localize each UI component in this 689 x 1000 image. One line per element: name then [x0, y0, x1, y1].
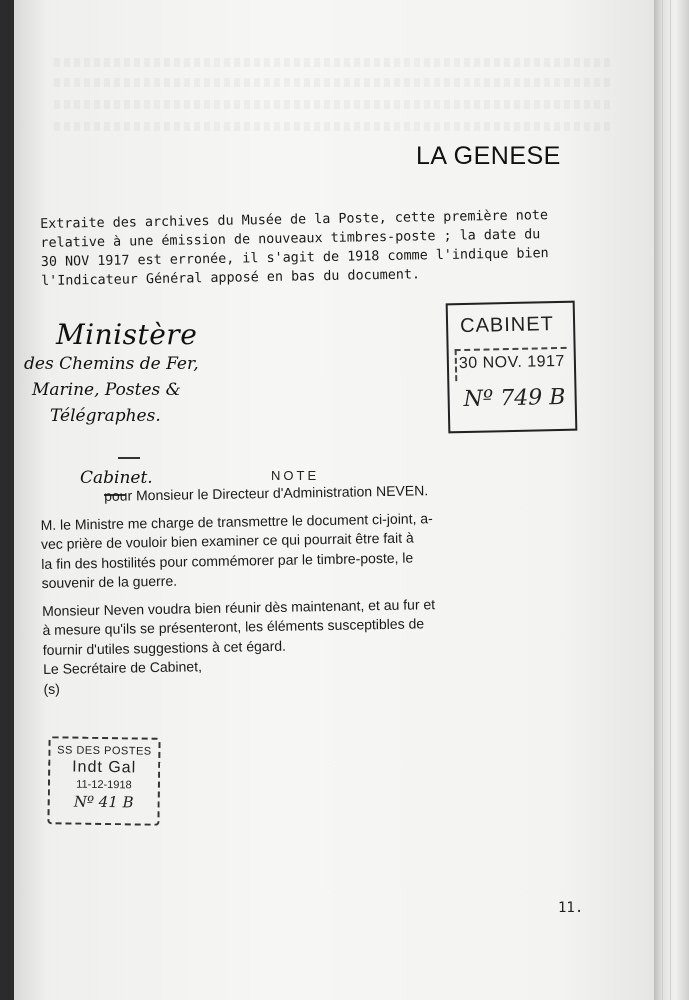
- bleed-through-text: [54, 58, 614, 67]
- letterhead-line: Télégraphes.: [50, 406, 161, 426]
- note-heading: NOTE: [271, 468, 320, 483]
- page-edge-line: [670, 0, 671, 1000]
- body-line: la fin des hostilités pour commémorer par le timbre-poste, le: [41, 548, 414, 572]
- bleed-through-text: [54, 78, 614, 87]
- signature-line: Le Secrétaire de Cabinet,: [43, 658, 203, 677]
- stamp-date: 11-12-1918: [76, 778, 132, 792]
- bleed-through-text: [54, 100, 614, 109]
- bleed-through-text: [54, 122, 614, 131]
- body-line: M. le Ministre me charge de transmettre le document ci-joint, a-: [40, 509, 433, 533]
- intro-paragraph: [40, 205, 601, 291]
- letterhead-ministere: Ministère: [56, 318, 198, 351]
- body-line: vec prière de vouloir bien examiner ce qui pourrait être fait à: [40, 529, 414, 552]
- divider: [118, 457, 140, 459]
- indicateur-stamp: [47, 736, 160, 826]
- addressee-line: pour Monsieur le Directeur d'Administration NEVEN.: [104, 482, 429, 504]
- cabinet-stamp: [446, 301, 578, 434]
- stamp-date: 30 NOV. 1917: [458, 352, 566, 373]
- intro-line: relative à une émission de nouveaux timbres-poste ; la date du: [40, 227, 541, 251]
- letterhead: [22, 318, 199, 429]
- letterhead-line: des Chemins de Fer,: [24, 354, 199, 374]
- page-title: LA GENESE: [416, 142, 561, 170]
- stamp-line: Indt Gal: [72, 758, 137, 777]
- letterhead-line: Marine, Postes &: [32, 380, 181, 400]
- body-line: Monsieur Neven voudra bien réunir dès maintenant, et au fur et: [41, 595, 436, 619]
- page-edge-line: [662, 0, 663, 1000]
- letterhead-cabinet: Cabinet.: [80, 468, 153, 488]
- body-line: à mesure qu'ils se présenteront, les éléments susceptibles de: [42, 615, 425, 638]
- body-line: fournir d'utiles suggestions à cet égard.: [42, 637, 287, 658]
- stamp-number: Nº 41 B: [73, 792, 134, 812]
- intro-line: l'Indicateur Général apposé en bas du document.: [41, 267, 421, 289]
- page-edge-stack: [654, 0, 689, 1000]
- note-body: [40, 478, 604, 699]
- stamp-line: SS DES POSTES: [57, 744, 152, 758]
- signature-mark: (s): [43, 680, 60, 697]
- page-number: 11.: [558, 900, 584, 916]
- stamp-number: Nº 749 B: [463, 384, 566, 413]
- body-line: souvenir de la guerre.: [41, 572, 178, 591]
- intro-line: 30 NOV 1917 est erronée, il s'agit de 1918 comme l'indique bien: [40, 246, 549, 270]
- intro-line: Extraite des archives du Musée de la Poste, cette première note: [40, 208, 549, 232]
- stamp-title: CABINET: [459, 313, 555, 338]
